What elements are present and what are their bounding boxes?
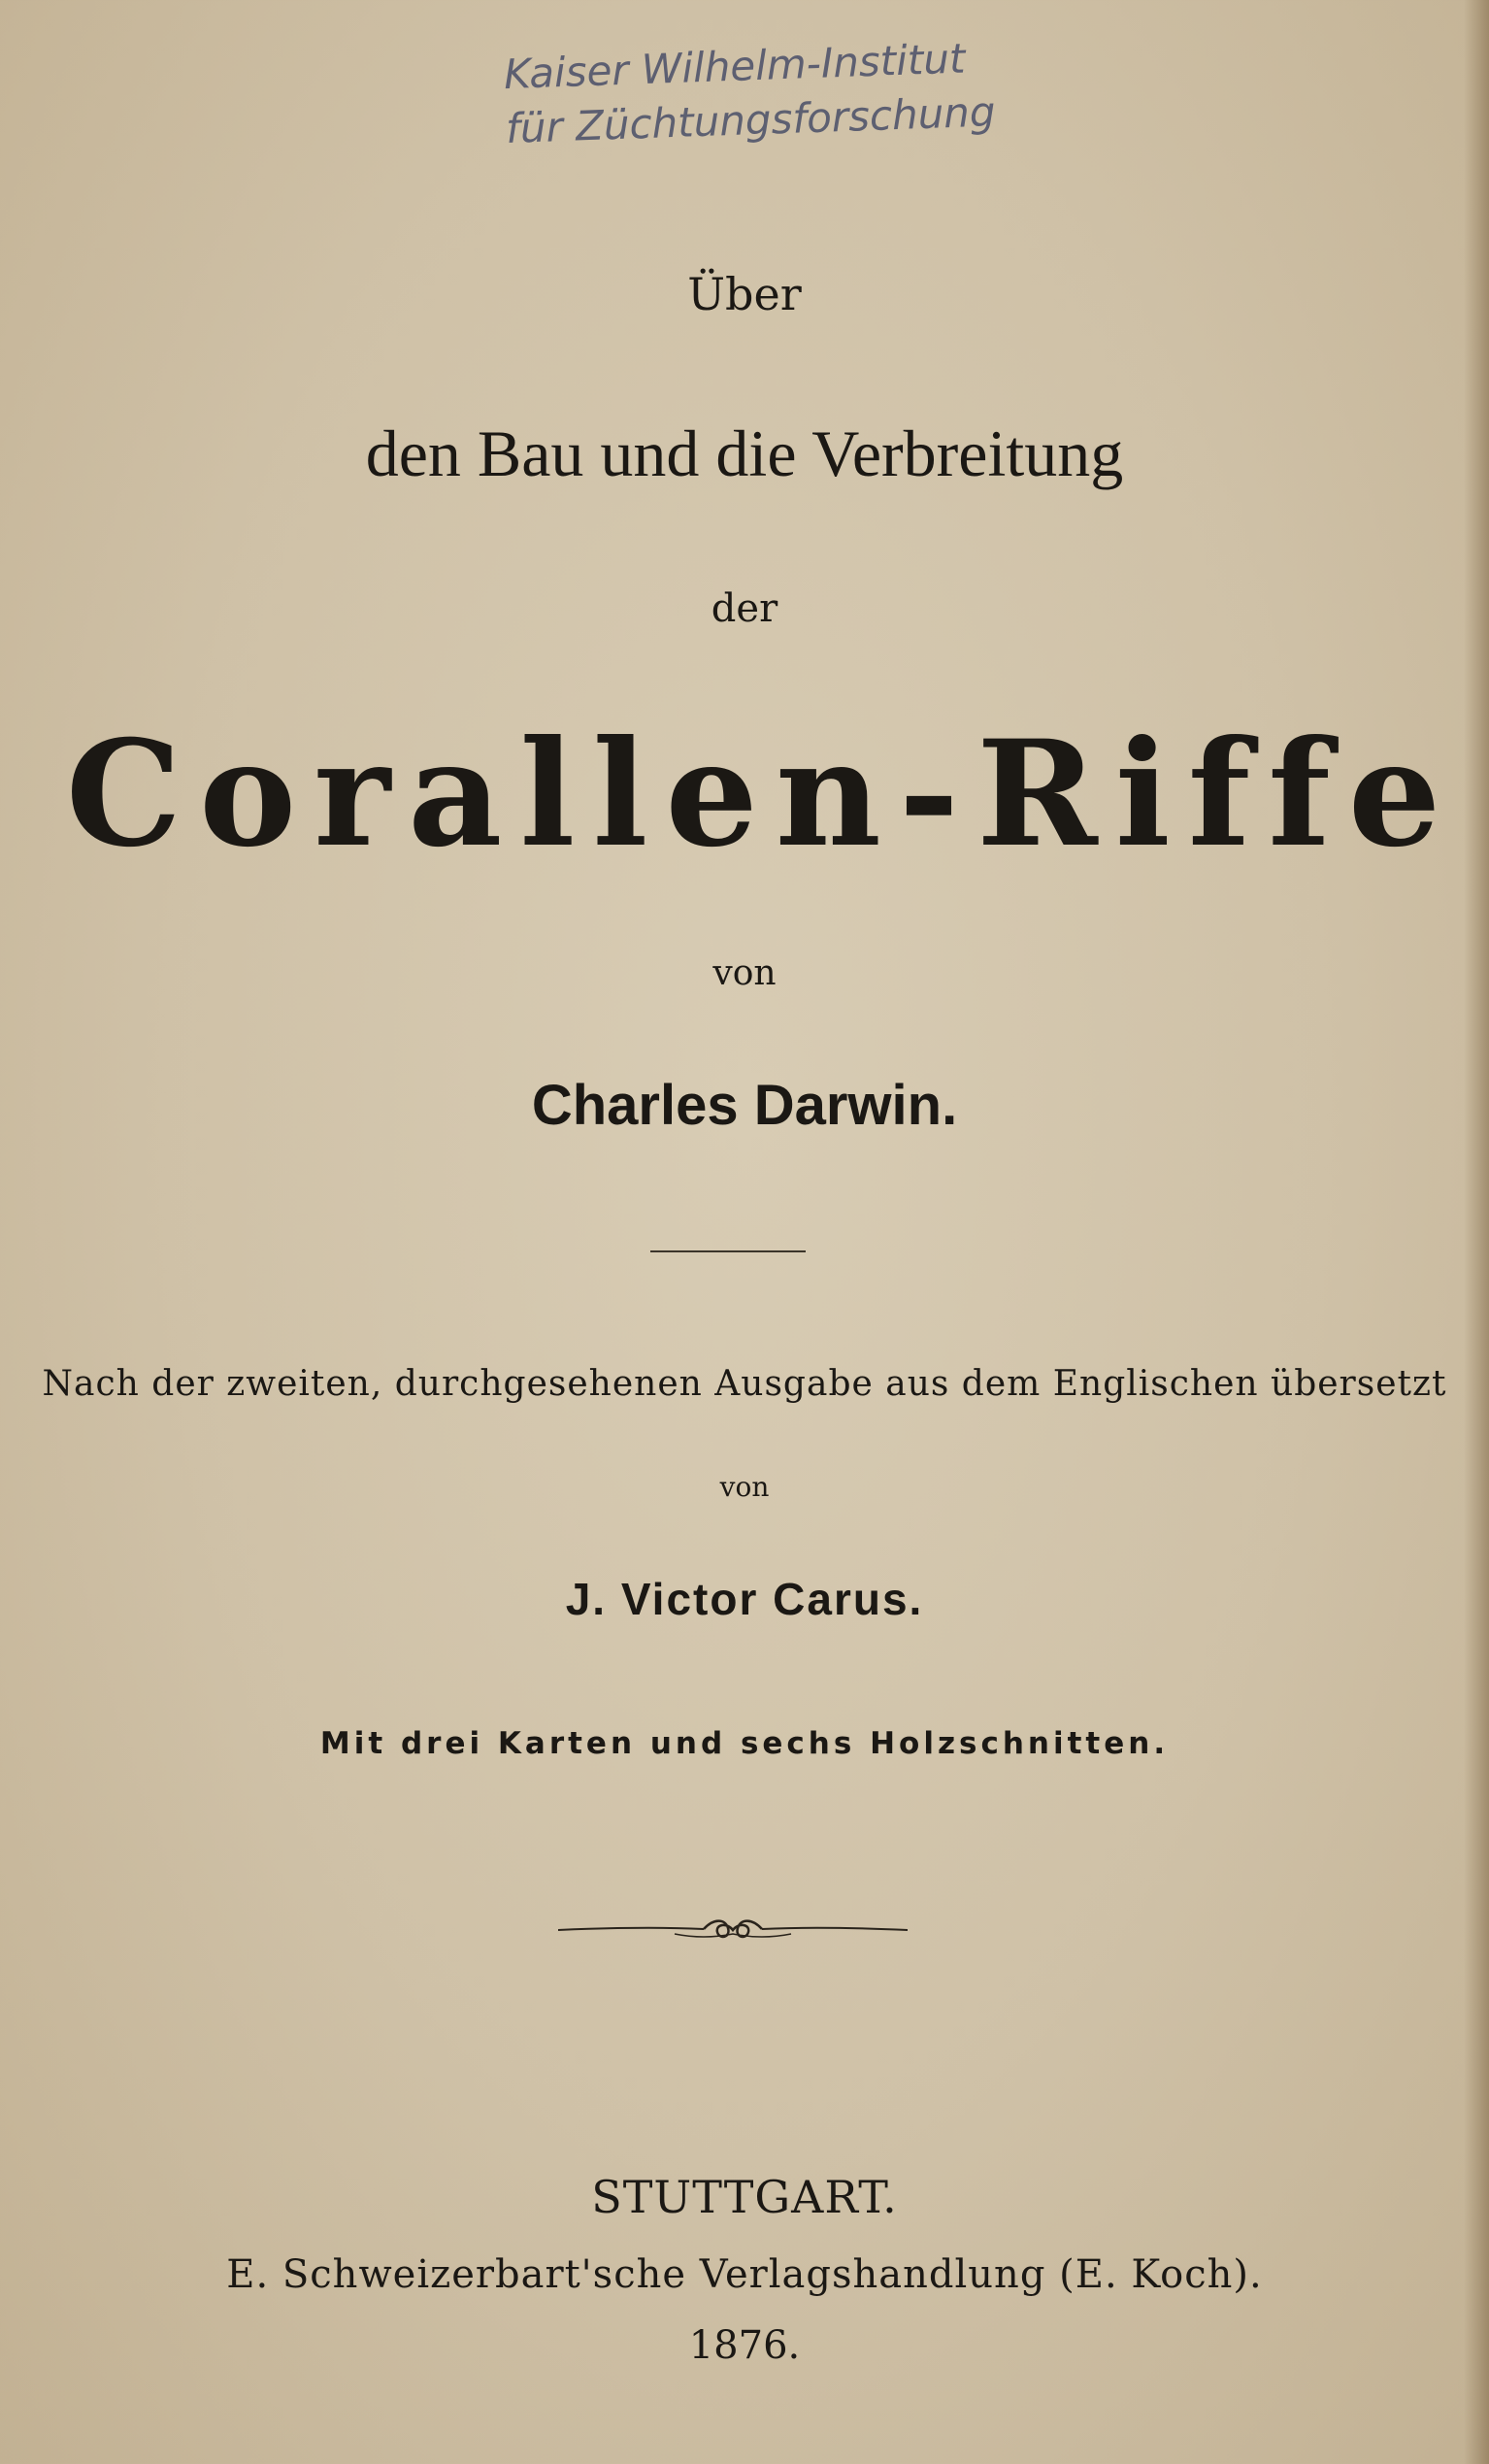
subtitle: den Bau und die Verbreitung bbox=[365, 416, 1124, 490]
article-der: der bbox=[711, 586, 778, 631]
divider-rule bbox=[650, 1250, 806, 1252]
ornament-divider-icon bbox=[558, 1911, 908, 1949]
by-label: von bbox=[712, 953, 777, 993]
page-edge-shadow bbox=[1464, 0, 1489, 2464]
stamp-line-1: Kaiser Wilhelm-Institut bbox=[503, 34, 967, 99]
translation-note: Nach der zweiten, durchgesehenen Ausgabe aus dem Englischen übersetzt bbox=[42, 1364, 1447, 1404]
author-name: Charles Darwin. bbox=[531, 1074, 958, 1137]
imprint-city: STUTTGART. bbox=[591, 2171, 898, 2223]
translator-by-label: von bbox=[719, 1471, 770, 1503]
title-prefix: Über bbox=[687, 268, 802, 320]
translator-name: J. Victor Carus. bbox=[565, 1574, 924, 1624]
library-stamp bbox=[503, 30, 1011, 156]
imprint-publisher: E. Schweizerbart'sche Verlagshandlung (E. Koch). bbox=[226, 2252, 1263, 2297]
stamp-line-2: für Züchtungsforschung bbox=[505, 87, 997, 153]
imprint-year: 1876. bbox=[688, 2323, 801, 2368]
main-title: Corallen-Riffe bbox=[65, 709, 1459, 880]
illustrations-note: Mit drei Karten und sechs Holzschnitten. bbox=[319, 1726, 1170, 1761]
